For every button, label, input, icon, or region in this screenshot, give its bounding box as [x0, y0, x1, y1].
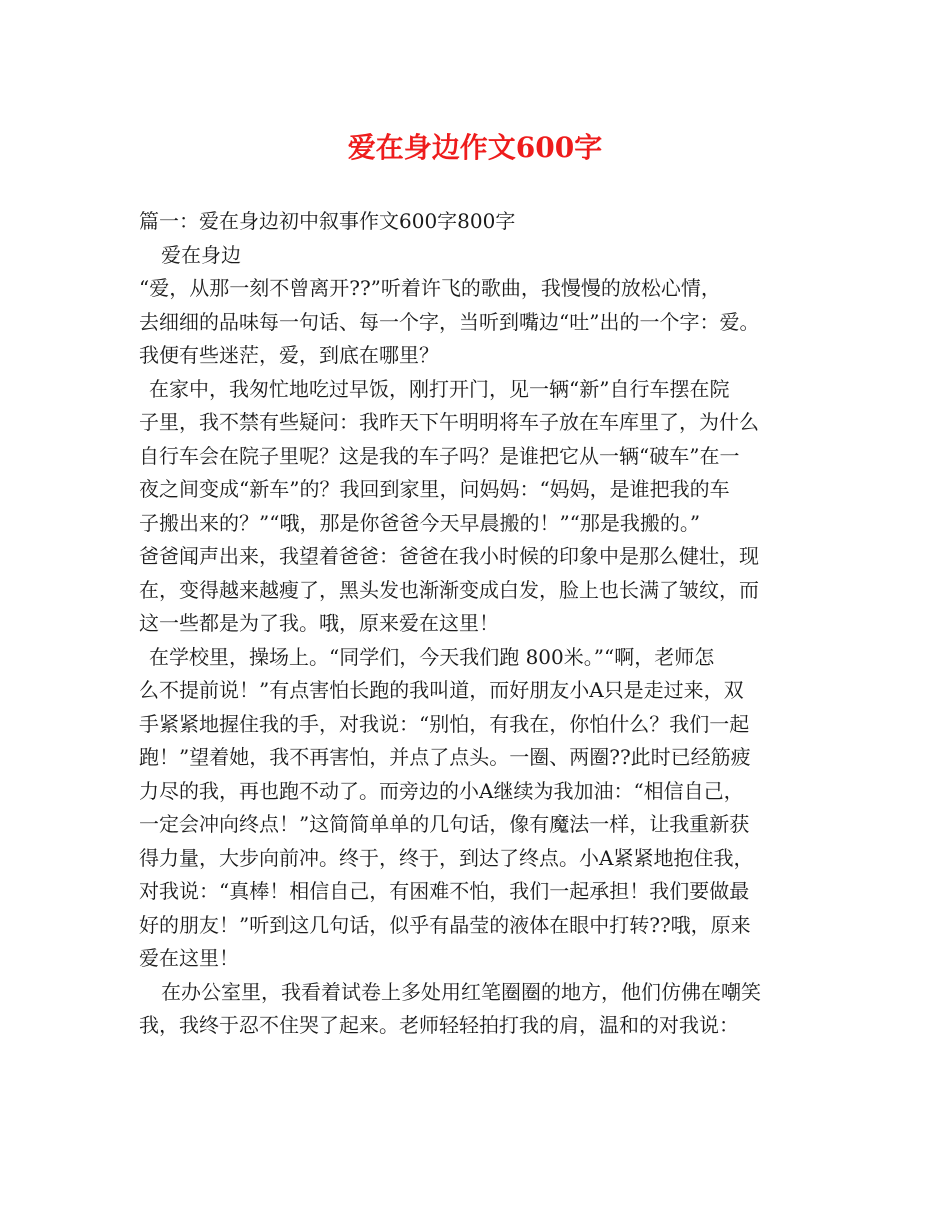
document-body: [139, 205, 829, 1043]
paragraph-line: 子里，我不禁有些疑问：我昨天下午明明将车子放在车库里了，为什么: [139, 410, 759, 434]
paragraph-line: 对我说：“真棒！相信自己，有困难不怕，我们一起承担！我们要做最: [139, 879, 750, 903]
paragraph-line: 去细细的品味每一句话、每一个字，当听到嘴边“吐”出的一个字：爱。: [139, 309, 760, 334]
subtitle: 爱在身边: [161, 242, 241, 267]
paragraph-line: 我，我终于忍不住哭了起来。老师轻轻拍打我的肩，温和的对我说：: [139, 1013, 739, 1037]
paragraph-line: 跑！”望着她，我不再害怕，并点了点头。一圈、两圈??此时已经筋疲: [139, 745, 751, 769]
paragraph-line: 爱在这里！: [139, 946, 239, 970]
paragraph-line: 力尽的我，再也跑不动了。而旁边的小A继续为我加油：“相信自己，: [139, 778, 744, 803]
paragraph-line: 在办公室里，我看着试卷上多处用红笔圈圈的地方，他们仿佛在嘲笑: [161, 979, 761, 1004]
paragraph-line: 好的朋友！”听到这几句话，似乎有晶莹的液体在眼中打转??哦，原来: [139, 912, 751, 937]
paragraph-line: 在学校里，操场上。“同学们，今天我们跑 800米。”“啊，老师怎: [149, 644, 715, 669]
paragraph-line: “爱，从那一刻不曾离开??”听着许飞的歌曲，我慢慢的放松心情，: [139, 276, 721, 300]
paragraph-line: 自行车会在院子里呢？这是我的车子吗？是谁把它从一辆“破车”在一: [139, 443, 740, 468]
paragraph-line: 子搬出来的？”“哦，那是你爸爸今天早晨搬的！”“那是我搬的。”: [139, 510, 701, 535]
paragraph-line: 在，变得越来越瘦了，黑头发也渐渐变成白发，脸上也长满了皱纹，而: [139, 577, 759, 602]
paragraph-line: 得力量，大步向前冲。终于，终于，到达了终点。小A紧紧地抱住我，: [139, 845, 754, 870]
paragraph-line: 么不提前说！”有点害怕长跑的我叫道，而好朋友小A只是走过来，双: [139, 678, 744, 702]
document-title: 爱在身边作文600字: [347, 131, 603, 164]
paragraph-line: 这一些都是为了我。哦，原来爱在这里！: [139, 611, 499, 635]
paragraph-line: 在家中，我匆忙地吃过早饭，刚打开门，见一辆“新”自行车摆在院: [149, 376, 730, 401]
section-heading: 篇一：爱在身边初中叙事作文600字800字: [139, 209, 516, 233]
paragraph-line: 爸爸闻声出来，我望着爸爸：爸爸在我小时候的印象中是那么健壮，现: [139, 544, 759, 568]
paragraph-line: 手紧紧地握住我的手，对我说：“别怕，有我在，你怕什么？我们一起: [139, 711, 750, 736]
paragraph-line: 夜之间变成“新车”的？我回到家里，问妈妈：“妈妈，是谁把我的车: [139, 477, 730, 501]
paragraph-line: 一定会冲向终点！”这简简单单的几句话，像有魔法一样，让我重新获: [139, 812, 750, 836]
paragraph-line: 我便有些迷茫，爱，到底在哪里？: [139, 343, 439, 367]
